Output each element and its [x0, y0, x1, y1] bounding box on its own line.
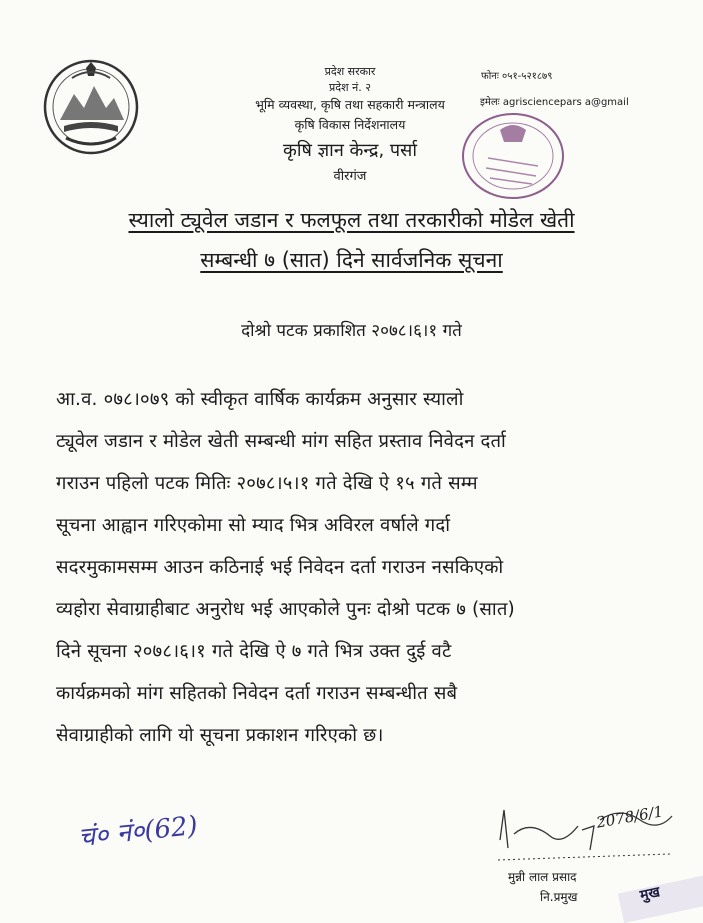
body-line: दिने सूचना २०७८।६।१ गते देखि ऐ ७ गते भित्र उक्त दुई वटै — [56, 641, 452, 662]
header-city: वीरगंज — [333, 169, 367, 184]
contact-email: इमेलः agrisciencepars a@gmail — [480, 97, 629, 108]
signatory-name: मुन्नी लाल प्रसाद — [508, 870, 577, 884]
publication-date-line: दोश्रो पटक प्रकाशित २०७८।६।१ गते — [241, 321, 462, 341]
body-line: कार्यक्रमको मांग सहितको निवेदन दर्ता गराउन सम्बन्धीत सबै — [56, 683, 458, 704]
nepal-emblem-logo — [42, 58, 140, 156]
header-ministry: भूमि व्यवस्था, कृषि तथा सहकारी मन्त्रालय — [255, 97, 445, 112]
signatory-designation: नि.प्रमुख — [540, 890, 578, 904]
body-line: ट्यूवेल जडान र मोडेल खेती सम्बन्धी मांग सहित प्रस्ताव निवेदन दर्ता — [56, 431, 506, 452]
notice-title-line-1: स्यालो ट्यूवेल जडान र फलफूल तथा तरकारीको मोडेल खेती — [128, 208, 575, 232]
signature-scribble — [490, 790, 680, 870]
signature-date: 2078/6/1 — [594, 802, 665, 832]
body-line: सेवाग्राहीको लागि यो सूचना प्रकाशन गरिएको छ। — [56, 725, 384, 746]
body-line: आ.व. ०७८।०७९ को स्वीकृत वार्षिक कार्यक्रम अनुसार स्यालो — [56, 389, 464, 410]
body-line: गराउन पहिलो पटक मितिः २०७८।५।१ गते देखि ऐ १५ गते सम्म — [56, 473, 478, 494]
contact-phone: फोनः ०५१-५२१८७९ — [481, 71, 553, 82]
handwritten-reference-number: चं० नं०(62) — [76, 810, 200, 854]
body-line: सूचना आह्वान गरिएकोमा सो म्याद भित्र अविरल वर्षाले गर्दा — [56, 515, 451, 536]
body-line: सदरमुकामसम्म आउन कठिनाई भई निवेदन दर्ता गराउन नसकिएको — [56, 557, 504, 578]
notice-title-line-2: सम्बन्धी ७ (सात) दिने सार्वजनिक सूचना — [200, 248, 503, 272]
corner-stamp-text: मुख — [638, 884, 662, 904]
header-directorate: कृषि विकास निर्देशनालय — [294, 117, 406, 132]
header-province-government: प्रदेश सरकार — [324, 65, 376, 78]
office-seal-stamp — [458, 108, 568, 203]
header-province-number: प्रदेश नं. २ — [329, 81, 371, 94]
body-line: व्यहोरा सेवाग्राहीबाट अनुरोध भई आएकोले पुनः दोश्रो पटक ७ (सात) — [56, 599, 515, 620]
header-office-name: कृषि ज्ञान केन्द्र, पर्सा — [283, 140, 417, 161]
